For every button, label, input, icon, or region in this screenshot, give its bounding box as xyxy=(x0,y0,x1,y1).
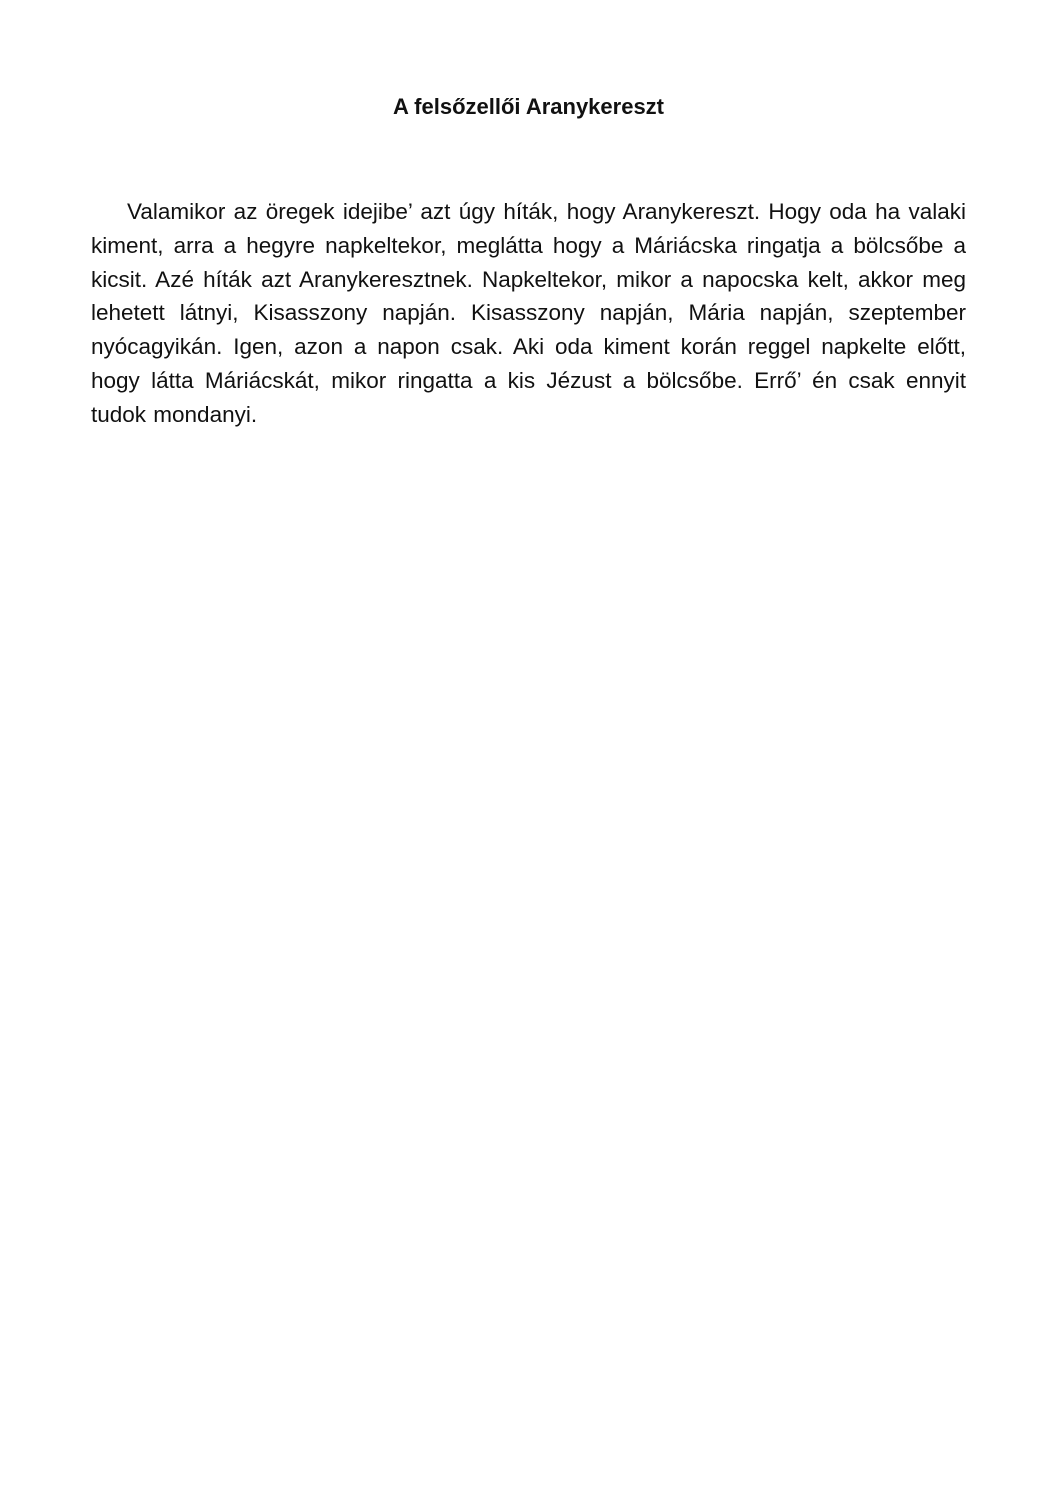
document-title: A felsőzellői Aranykereszt xyxy=(392,94,665,119)
document-paragraph: Valamikor az öregek idejibe’ azt úgy híták, hogy Aranykereszt. Hogy oda ha valaki kiment, arra a hegyre napkeltekor, meglátta hogy a Máriácska ringatja a bölcsőbe a kicsit. Azé híták azt Aranykeresztnek. Napkeltekor, mikor a napocska kelt, akkor meg lehetett látnyi, Kisasszony napján. Kisasszony napján, Mária napján, szeptember nyócagyikán. Igen, azon a napon csak. Aki oda kiment korán reggel napkelte előtt, hogy látta Máriácskát, mikor ringatta a kis Jézust a bölcsőbe. Errő’ én csak ennyit tudok mondanyi. xyxy=(91,199,966,427)
